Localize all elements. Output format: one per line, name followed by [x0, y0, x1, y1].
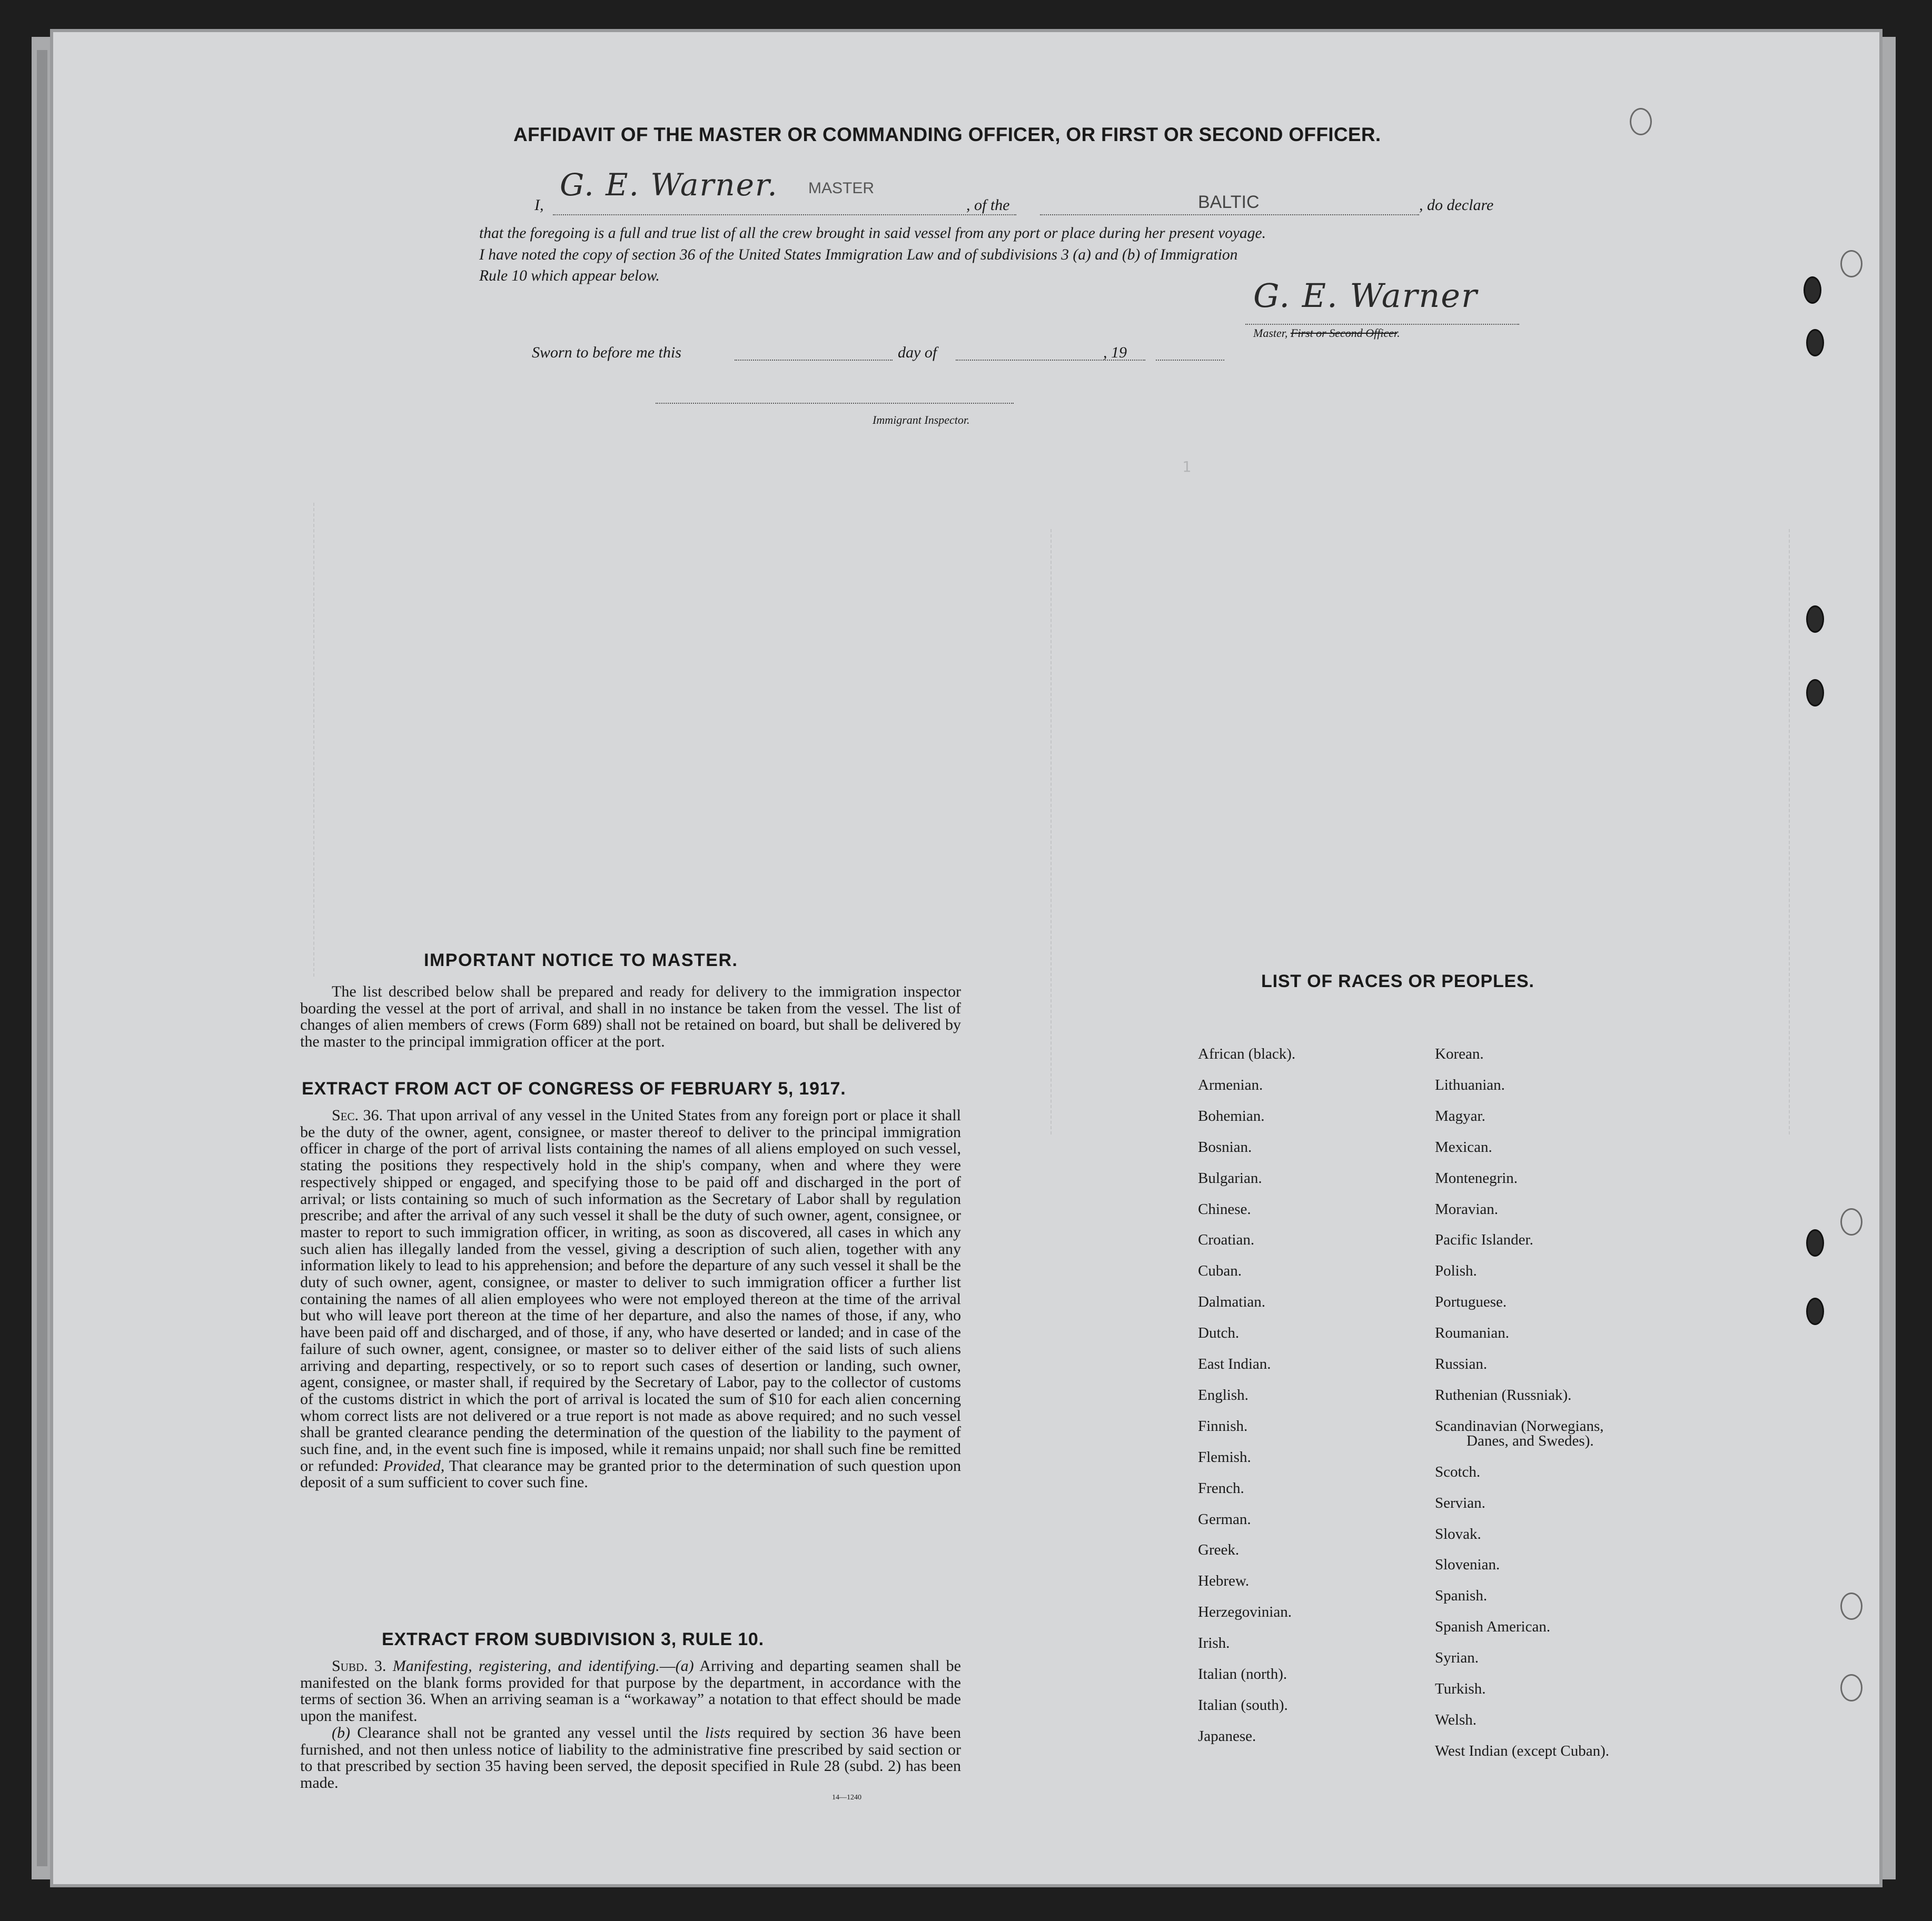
races-title: LIST OF RACES OR PEOPLES. [1261, 971, 1534, 991]
form-number: 14—1240 [832, 1794, 861, 1801]
sworn-day-line [735, 360, 893, 361]
race-entry: Dalmatian. [1198, 1293, 1266, 1311]
race-entry: Irish. [1198, 1635, 1230, 1652]
binder-hole [1806, 1298, 1824, 1325]
do-declare-label: , do declare [1419, 196, 1494, 214]
act-body: Sec. 36. That upon arrival of any vessel in the United States from any foreign port or place it shall be the duty of the owner, agent, consignee, or master thereof to deliver to the principal immigration officer in charge of the port of arrival lists containing the names of all aliens employed on such vessel, stating the positions they respectively hold in the ship's company, when and where they were respectively shipped or engaged, and specifying those to be paid off and discharged in the port of arrival; or lists containing so much of such information as the Secretary of Labor shall by regulation prescribe; and after the arrival of any such vessel it shall be the duty of such owner, agent, consignee, or master to report to such immigration officer, in writing, as soon as discovered, all cases in which any such alien has illegally landed from the vessel, giving a description of such alien, together with any information likely to lead to his apprehension; and before the departure of any such vessel it shall be the duty of such owner, agent, consignee, or master to deliver to such immigration officer a further list containing the names of all alien employees who were not employed thereon at the time of the arrival but who will leave port thereon at the time of her departure, and also the names of those, if any, who have been paid off and discharged, and of those, if any, who have deserted or landed; and in case of the failure of such owner, agent, consignee, or master so to deliver either of the said lists of such aliens arriving and departing, respectively, or so to report such cases of desertion or landing, such owner, agent, consignee, or master shall, if required by the Secretary of Labor, pay to the collector of customs of the customs district in which the port of arrival is located the sum of $10 for each alien concerning whom correct lists are not delivered or a true report is not made as above required; and no such vessel shall be granted clearance pending the determination of the question of the liability to the payment of such fine, and, in the event such fine is imposed, while it remains unpaid; nor shall such fine be remitted or refunded: Provided, That clearance may be granted prior to the determination of such question upon deposit of a sum sufficient to cover such fine. [300, 1107, 961, 1491]
master-signature: G. E. Warner [1253, 276, 1478, 315]
binder-hole [1840, 250, 1862, 277]
race-entry: Russian. [1435, 1356, 1488, 1372]
binder-hole [1806, 1229, 1824, 1257]
race-entry: Armenian. [1198, 1076, 1263, 1093]
year-label: , 19 [1103, 344, 1127, 361]
race-entry: Italian (south). [1198, 1696, 1288, 1714]
inspector-caption: Immigrant Inspector. [873, 413, 970, 426]
act-title: EXTRACT FROM ACT OF CONGRESS OF FEBRUARY 5, 1917. [302, 1079, 846, 1099]
race-entry: Flemish. [1198, 1448, 1251, 1466]
race-entry: Spanish American. [1435, 1618, 1551, 1636]
race-entry: Ruthenian (Russniak). [1435, 1386, 1572, 1404]
race-entry: Chinese. [1198, 1200, 1251, 1218]
notice-title: IMPORTANT NOTICE TO MASTER. [424, 950, 738, 970]
binder-hole [1840, 1592, 1862, 1620]
binder-hole [1840, 1208, 1862, 1236]
race-entry: Dutch. [1198, 1325, 1240, 1342]
binder-hole [1804, 276, 1821, 304]
inspector-line [656, 403, 1014, 404]
race-entry: West Indian (except Cuban). [1435, 1742, 1610, 1759]
race-entry: Croatian. [1198, 1231, 1255, 1249]
binder-hole [1806, 329, 1824, 356]
race-entry: Welsh. [1435, 1711, 1477, 1728]
race-entry: Syrian. [1435, 1649, 1479, 1667]
day-of-label: day of [898, 344, 937, 361]
page-edge [37, 50, 47, 1866]
vessel-line [1040, 214, 1419, 215]
affidavit-line-2: that the foregoing is a full and true list of all the crew brought in said vessel from any port or place during her present voyage. [479, 225, 1266, 242]
signature-caption: Master, First or Second Officer. [1253, 326, 1400, 340]
race-entry: Polish. [1435, 1262, 1477, 1280]
race-entry: Bohemian. [1198, 1107, 1265, 1124]
of-the-label: , of the [966, 196, 1010, 214]
binder-hole [1806, 679, 1824, 706]
binder-hole [1840, 1674, 1862, 1701]
signer-name: G. E. Warner. [560, 167, 778, 203]
race-entry: English. [1198, 1386, 1249, 1404]
manifest-sheet: 1 AFFIDAVIT OF THE MASTER OR COMMANDING OFFICER, OR FIRST OR SECOND OFFICER. I, G. E. Warner. MASTER , of the BALTIC , do declare that the foregoing is a full and true list of all the crew brought in said vessel from any port or place during her present voyage. I have noted the copy of section 36 of the United States Immigration Law and of subdivisions 3 (a) and (b) of Immigration Rule 10 which appear below. G. E. Warner Master, First or Second Officer. Sworn to before me this day of , 19 Immigrant Inspector. IMPORTANT NOTICE TO MASTER. The list described below shall be prepared and ready for delivery to the immigration inspector boarding the vessel at the port of arrival, and shall in no instance be taken from the vessel. The list of changes of alien members of crews (Form 689) shall not be retained on board, but shall be delivered by the master to the principal immigration officer at the port. EXTRACT FROM ACT OF CONGRESS OF FEBRUARY 5, 1917. Sec. 36. That upon arrival of any vessel in the United States from any foreign port or place it shall be the duty of the owner, agent, consignee, or master thereof to deliver to the principal immigration officer in charge of the port of arrival lists containing the names of all aliens employed on such vessel, stating the positions they respectively hold in the ship's company, when and where they were respectively shipped or engaged, and specifying those to be paid off and discharged in the port of arrival; or lists containing so much of such information as the Secretary of Labor shall by regulation prescribe; and after the arrival of any such vessel it shall be the duty of such owner, agent, consignee, or master to report to such immigration officer, in writing, as soon as discovered, all cases in which any such alien has illegally landed from the vessel, giving a description of such alien, together with any information likely to lead to his apprehension; and before the departure of any such vessel it shall be the duty of such owner, agent, consignee, or master to deliver to such immigration officer a further list containing the names of all alien employees who were not employed thereon at the time of the arrival but who will leave port thereon at the time of her departure, and also the names of those, if any, who have been paid off and discharged, and of those, if any, who have deserted or landed; and in case of the failure of such owner, agent, consignee, or master so to deliver either of the said lists of such aliens arriving and departing, respectively, or so to report such cases of desertion or landing, such owner, agent, consignee, or master shall, if required by the Secretary of Labor, pay to the collector of customs of the customs district in which the port of arrival is located the sum of $10 for each alien concerning whom correct lists are not delivered or a true report is not made as above required; and no such vessel shall be granted clearance pending the determination of the question of the liability to the payment of such fine, and, in the event such fine is imposed, while it remains unpaid; nor shall such fine be remitted or refunded: Provided, That clearance may be granted prior to the determination of such question upon deposit of a sum sufficient to cover such fine. EXTRACT FROM SUBDIVISION 3, RULE 10. Subd. 3. Manifesting, registering, and identifying.—(a) Arriving and departing seamen shall be manifested on the blank forms provided for that purpose by the department, in accordance with the terms of section 36. When an arriving seaman is a “workaway” a notation to that effect should be made upon the manifest. (b) Clearance shall not be granted any vessel until the lists required by section 36 have been furnished, and not then unless notice of liability to the administrative fine prescribed by said section or to that prescribed by section 35 having been served, the deposit specified in Rule 28 (subd. 2) has been made. 14—1240 LIST OF RACES OR PEOPLES. African (black). Armenian. Bohemian. Bosnian. Bulgarian. Chinese. Croatian. Cuban. Dalmatian. Dutch. East Indian. English. Finnish. Flemish. French. German. Greek. Hebrew. Herzegovinian. Irish. Italian (north). Italian (south). Japanese. Korean. Lithuanian. Magyar. Mexican. Montenegrin. Moravian. Pacific Islander. Polish. Portuguese. Roumanian. Russian. Ruthenian (Russniak). Scandinavian (Norwegians, Danes, and Swedes). Scotch. Servian. Slovak. Slovenian. Spanish. Spanish American. Syrian. Turkish. Welsh. West Indian (except Cuban). [50, 29, 1883, 1887]
race-entry: Cuban. [1198, 1262, 1242, 1280]
vessel-name: BALTIC [1198, 192, 1260, 212]
affidavit-line-3: I have noted the copy of section 36 of the United States Immigration Law and of subdivisions 3 (a) and (b) of Immigration [479, 246, 1238, 263]
race-entry: Turkish. [1435, 1680, 1486, 1697]
race-entry: Magyar. [1435, 1107, 1485, 1124]
sworn-label: Sworn to before me this [532, 344, 681, 361]
race-entry: German. [1198, 1510, 1251, 1528]
race-entry: Scandinavian (Norwegians, [1435, 1417, 1604, 1435]
rank-field: MASTER [808, 180, 875, 197]
race-entry: Servian. [1435, 1494, 1485, 1511]
race-entry: Pacific Islander. [1435, 1231, 1533, 1249]
affidavit-prefix: I, [534, 196, 544, 214]
race-entry: Korean. [1435, 1046, 1484, 1062]
race-entry: Scotch. [1435, 1463, 1481, 1480]
signature-line [1245, 324, 1519, 325]
race-entry: Italian (north). [1198, 1666, 1287, 1683]
race-entry: Bulgarian. [1198, 1169, 1262, 1187]
affidavit-line-4: Rule 10 which appear below. [479, 267, 660, 284]
name-line [553, 214, 1016, 215]
rule-title: EXTRACT FROM SUBDIVISION 3, RULE 10. [382, 1629, 764, 1649]
race-entry: Roumanian. [1435, 1325, 1509, 1342]
affidavit-title: AFFIDAVIT OF THE MASTER OR COMMANDING OFFICER, OR FIRST OR SECOND OFFICER. [513, 124, 1381, 145]
race-entry: Hebrew. [1198, 1572, 1250, 1590]
year-line [1156, 360, 1224, 361]
race-entry: Bosnian. [1198, 1138, 1252, 1156]
race-entry: Spanish. [1435, 1587, 1488, 1605]
binder-hole [1806, 605, 1824, 633]
race-entry: Portuguese. [1435, 1293, 1507, 1311]
rule-body: Subd. 3. Manifesting, registering, and identifying.—(a) Arriving and departing seamen shall be manifested on the blank forms provided for that purpose by the department, in accordance with the terms of section 36. When an arriving seaman is a “workaway” a notation to that effect should be made upon the manifest. (b) Clearance shall not be granted any vessel until the lists required by section 36 have been furnished, and not then unless notice of liability to the administrative fine prescribed by said section or to that prescribed by section 35 having been served, the deposit specified in Rule 28 (subd. 2) has been made. [300, 1657, 961, 1791]
race-entry: Moravian. [1435, 1200, 1498, 1218]
race-entry: Herzegovinian. [1198, 1604, 1292, 1621]
race-entry: East Indian. [1198, 1356, 1271, 1372]
race-entry: Montenegrin. [1435, 1169, 1518, 1187]
race-entry: Finnish. [1198, 1417, 1248, 1435]
race-entry: Slovak. [1435, 1525, 1481, 1542]
race-entry: French. [1198, 1479, 1244, 1497]
race-entry: Danes, and Swedes). [1467, 1432, 1594, 1449]
notice-body: The list described below shall be prepared and ready for delivery to the immigration inspector boarding the vessel at the port of arrival, and shall in no instance be taken from the vessel. The list of changes of alien members of crews (Form 689) shall not be retained on board, but shall be delivered by the master to the principal immigration officer at the port. [300, 983, 961, 1051]
race-entry: Greek. [1198, 1541, 1240, 1559]
race-entry: Lithuanian. [1435, 1076, 1505, 1093]
race-entry: African (black). [1198, 1046, 1296, 1062]
race-entry: Mexican. [1435, 1138, 1492, 1156]
race-entry: Slovenian. [1435, 1556, 1500, 1574]
binder-hole [1630, 108, 1652, 135]
race-entry: Japanese. [1198, 1727, 1256, 1745]
